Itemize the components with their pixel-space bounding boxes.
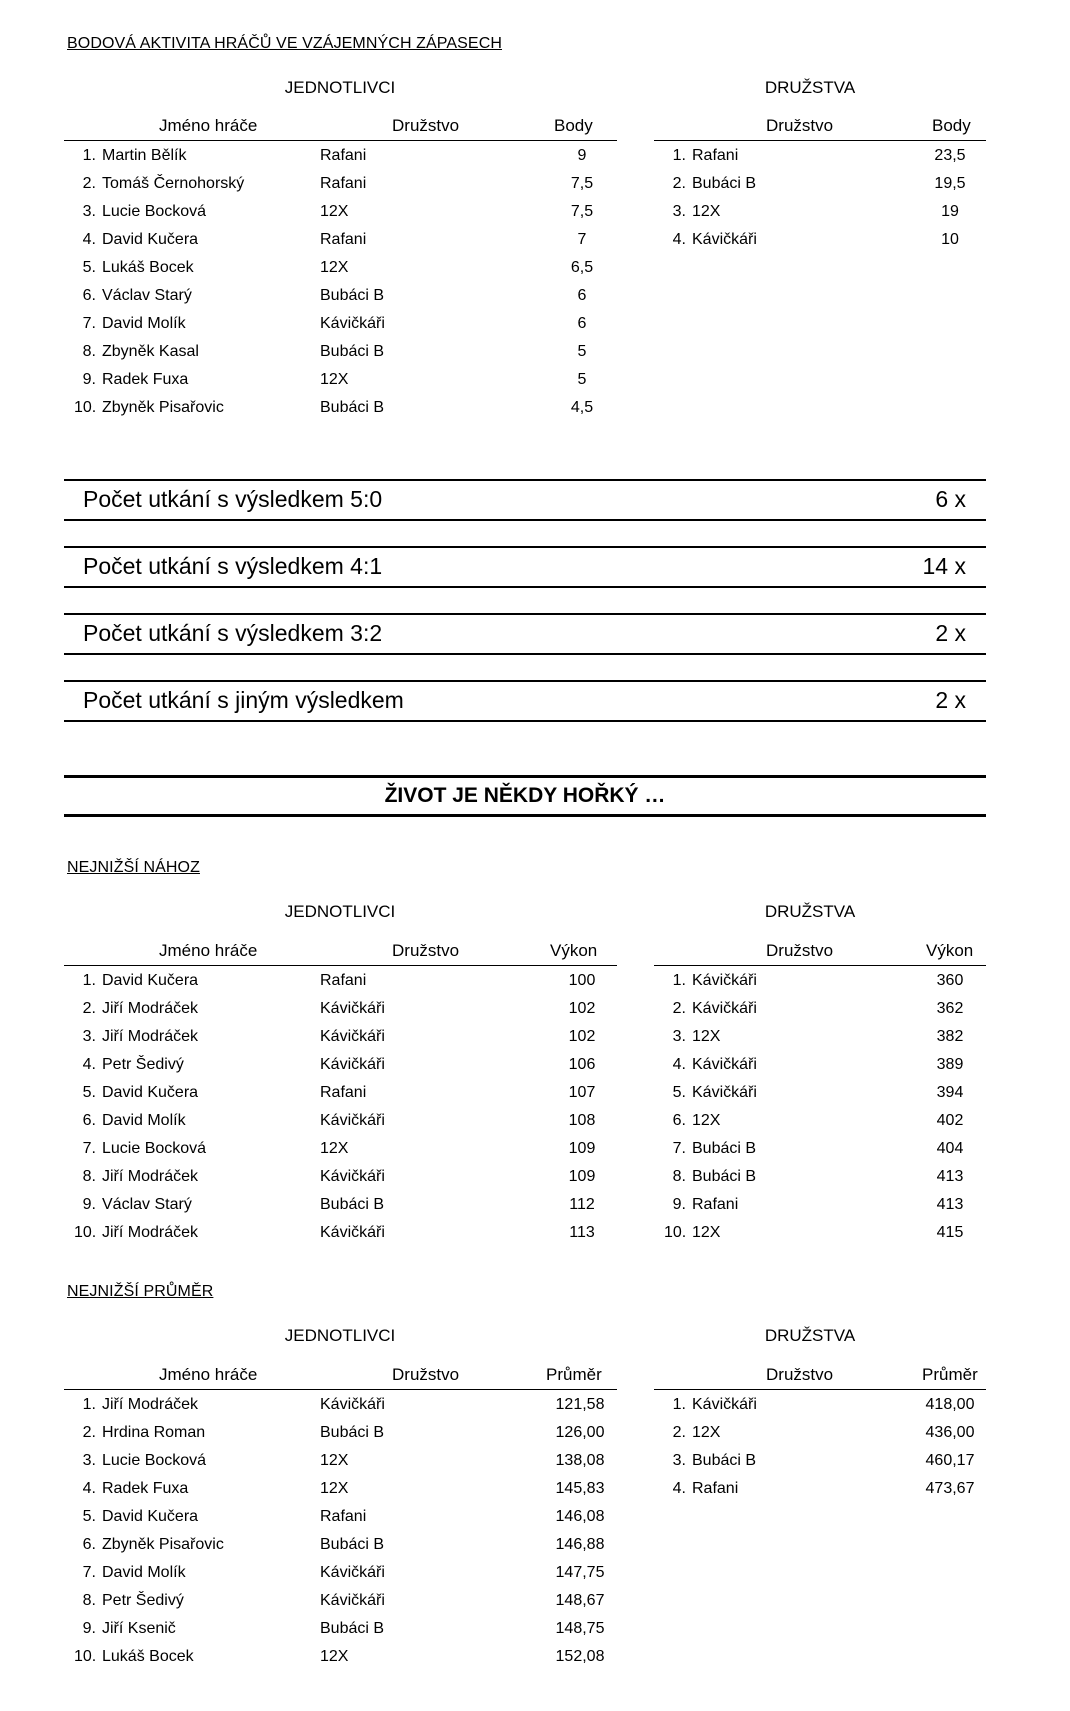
table-row: 9. Jiří Ksenič Bubáci B 148,75 — [82, 1620, 605, 1637]
points-teams-table — [654, 116, 986, 253]
table-row: 1. Kávičkáři 418,00 — [672, 1396, 975, 1413]
stat-count: 2 x — [935, 687, 966, 713]
table-row: 10. 12X 415 — [664, 1224, 964, 1241]
table-row: 2. Hrdina Roman Bubáci B 126,00 — [82, 1424, 605, 1441]
stat-result-5-0 — [64, 479, 986, 521]
table-row: 7. David Molík Kávičkáři 147,75 — [82, 1564, 605, 1581]
table-row: 2. Bubáci B 19,5 — [672, 175, 966, 192]
stat-result-4-1 — [64, 546, 986, 588]
table-header — [64, 941, 617, 965]
table-header — [654, 116, 986, 140]
table-row: 1. Rafani 23,5 — [672, 147, 966, 164]
table-row: 3. 12X 382 — [672, 1028, 964, 1045]
table-row: 9. Václav Starý Bubáci B 112 — [82, 1196, 595, 1213]
table-row: 8. Jiří Modráček Kávičkáři 109 — [82, 1168, 596, 1185]
table-row: 10. Zbyněk Pisařovic Bubáci B 4,5 — [74, 399, 594, 416]
table-row: 5. Kávičkáři 394 — [672, 1084, 964, 1101]
stat-label: Počet utkání s výsledkem 3:2 — [83, 620, 383, 646]
header-performance: Výkon — [550, 941, 598, 960]
stat-label: Počet utkání s jiným výsledkem — [83, 687, 404, 713]
stat-label: Počet utkání s výsledkem 5:0 — [83, 486, 383, 512]
table-row: 10. Jiří Modráček Kávičkáři 113 — [74, 1224, 595, 1241]
table-row: 9. Rafani 413 — [672, 1196, 964, 1213]
table-row: 5. David Kučera Rafani 146,08 — [82, 1508, 605, 1525]
table-row: 1. Jiří Modráček Kávičkáři 121,58 — [82, 1396, 605, 1413]
teams-label: DRUŽSTVA — [764, 78, 856, 97]
stat-result-3-2 — [64, 613, 986, 655]
table-row: 4. Petr Šedivý Kávičkáři 106 — [82, 1056, 596, 1073]
lowest-throw-teams-table — [654, 941, 986, 1246]
table-row: 9. Radek Fuxa 12X 5 — [82, 371, 587, 388]
table-row: 5. David Kučera Rafani 107 — [82, 1084, 596, 1101]
header-average: Průměr — [922, 1365, 978, 1384]
table-row: 7. Bubáci B 404 — [672, 1140, 964, 1157]
table-row: 6. Zbyněk Pisařovic Bubáci B 146,88 — [82, 1536, 605, 1553]
table-header — [654, 1365, 986, 1389]
stat-count: 14 x — [922, 553, 966, 579]
header-player-name: Jméno hráče — [159, 941, 258, 960]
table-row: 1. Martin Bělík Rafani 9 — [82, 147, 587, 164]
header-team: Družstvo — [766, 941, 834, 960]
header-team: Družstvo — [766, 116, 834, 135]
table-row: 5. Lukáš Bocek 12X 6,5 — [82, 259, 594, 276]
header-team: Družstvo — [392, 941, 460, 960]
section-title-lowest-throw: NEJNIŽŠÍ NÁHOZ — [67, 859, 200, 876]
table-row: 4. David Kučera Rafani 7 — [82, 231, 587, 248]
table-row: 3. Lucie Bocková 12X 7,5 — [82, 203, 594, 220]
points-individuals-table — [64, 116, 617, 421]
lowest-average-individuals-table — [64, 1365, 617, 1670]
table-row: 8. Petr Šedivý Kávičkáři 148,67 — [82, 1592, 605, 1609]
individuals-label: JEDNOTLIVCI — [284, 78, 396, 97]
table-row: 8. Bubáci B 413 — [672, 1168, 964, 1185]
table-row: 3. Bubáci B 460,17 — [672, 1452, 975, 1469]
table-header — [64, 1365, 617, 1389]
section-title-points: BODOVÁ AKTIVITA HRÁČŮ VE VZÁJEMNÝCH ZÁPASECH — [67, 35, 503, 52]
table-row: 4. Kávičkáři 389 — [672, 1056, 964, 1073]
table-row: 4. Radek Fuxa 12X 145,83 — [82, 1480, 605, 1497]
header-points: Body — [554, 116, 593, 135]
table-row: 7. David Molík Kávičkáři 6 — [82, 315, 587, 332]
header-points: Body — [932, 116, 971, 135]
header-team: Družstvo — [766, 1365, 834, 1384]
table-row: 10. Lukáš Bocek 12X 152,08 — [74, 1648, 605, 1665]
table-row: 7. Lucie Bocková 12X 109 — [82, 1140, 596, 1157]
teams-label: DRUŽSTVA — [764, 1326, 856, 1345]
table-row: 1. Kávičkáři 360 — [672, 972, 964, 989]
table-row: 2. 12X 436,00 — [672, 1424, 975, 1441]
teams-label: DRUŽSTVA — [764, 902, 856, 921]
table-row: 4. Kávičkáři 10 — [672, 231, 959, 248]
table-row: 1. David Kučera Rafani 100 — [82, 972, 596, 989]
lowest-throw-individuals-table — [64, 941, 617, 1246]
table-row: 6. Václav Starý Bubáci B 6 — [82, 287, 587, 304]
individuals-label: JEDNOTLIVCI — [284, 902, 396, 921]
table-header — [64, 116, 617, 140]
table-row: 3. 12X 19 — [672, 203, 959, 220]
header-player-name: Jméno hráče — [159, 116, 258, 135]
stat-label: Počet utkání s výsledkem 4:1 — [83, 553, 383, 579]
header-average: Průměr — [546, 1365, 602, 1384]
header-team: Družstvo — [392, 1365, 460, 1384]
header-performance: Výkon — [926, 941, 974, 960]
banner-heading: ŽIVOT JE NĚKDY HOŘKÝ … — [64, 775, 986, 817]
header-team: Družstvo — [392, 116, 460, 135]
individuals-label: JEDNOTLIVCI — [284, 1326, 396, 1345]
table-row: 2. Jiří Modráček Kávičkáři 102 — [82, 1000, 596, 1017]
table-header — [654, 941, 986, 965]
section-title-lowest-average: NEJNIŽŠÍ PRŮMĚR — [67, 1283, 214, 1300]
table-row: 8. Zbyněk Kasal Bubáci B 5 — [82, 343, 587, 360]
stat-count: 2 x — [935, 620, 966, 646]
table-row: 2. Kávičkáři 362 — [672, 1000, 964, 1017]
table-row: 6. 12X 402 — [672, 1112, 964, 1129]
table-row: 6. David Molík Kávičkáři 108 — [82, 1112, 596, 1129]
header-player-name: Jméno hráče — [159, 1365, 258, 1384]
lowest-average-teams-table — [654, 1365, 986, 1502]
stat-result-other — [64, 680, 986, 722]
table-row: 2. Tomáš Černohorský Rafani 7,5 — [82, 175, 594, 192]
stat-count: 6 x — [935, 486, 966, 512]
table-row: 4. Rafani 473,67 — [672, 1480, 975, 1497]
table-row: 3. Lucie Bocková 12X 138,08 — [82, 1452, 605, 1469]
table-row: 3. Jiří Modráček Kávičkáři 102 — [82, 1028, 596, 1045]
